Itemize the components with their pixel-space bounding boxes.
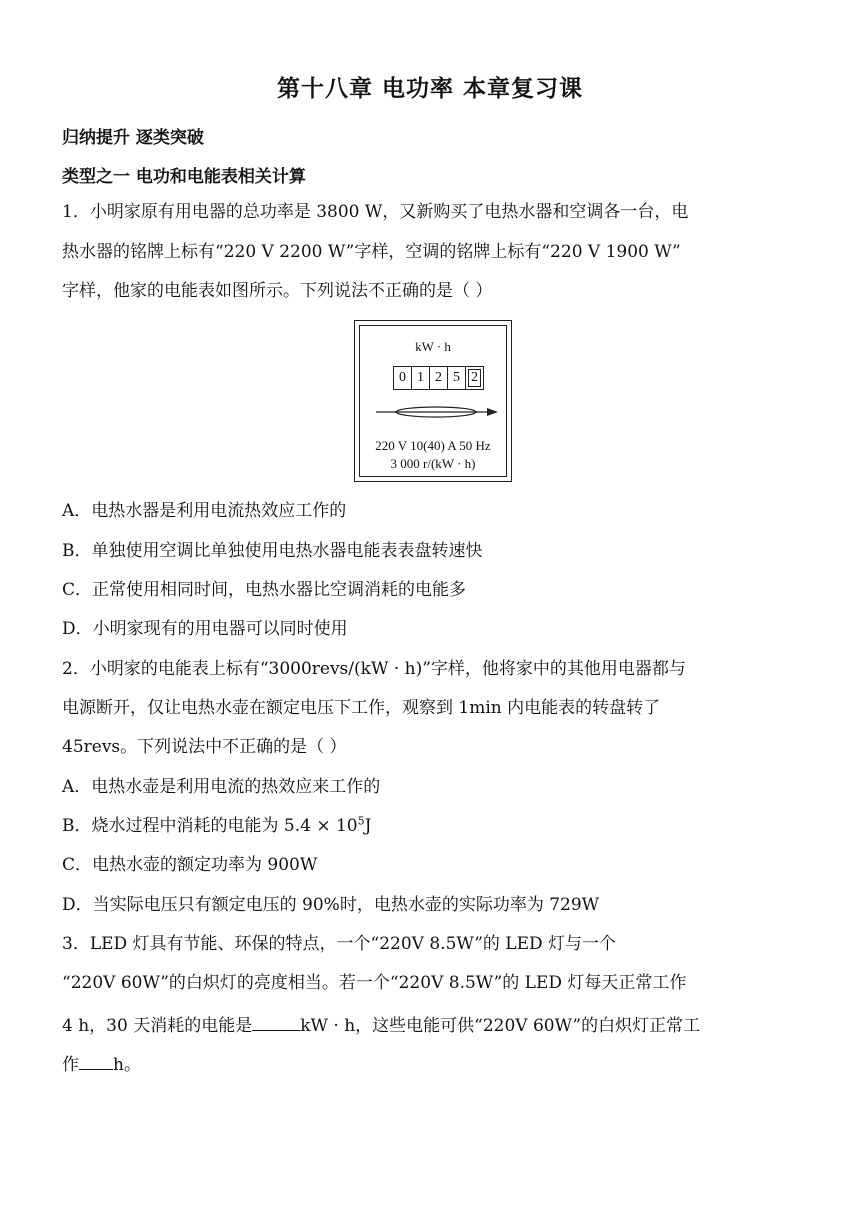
meter-digit: 2 — [430, 366, 448, 390]
answer-blank-hours[interactable] — [79, 1051, 113, 1070]
q2-line-1: 2．小明家的电能表上标有“3000revs/(kW · h)”字样，他将家中的其他用电器都与 — [62, 659, 686, 679]
q2-option-b-text: B．烧水过程中消耗的电能为 5.4 × 10 — [62, 816, 358, 836]
q3-line-3 — [62, 1012, 700, 1037]
q1-option-b: B．单独使用空调比单独使用电热水器电能表表盘转速快 — [62, 541, 483, 561]
q2-line-2: 电源断开，仅让电热水壶在额定电压下工作，观察到 1min 内电能表的转盘转了 — [62, 698, 661, 718]
q2-option-d: D．当实际电压只有额定电压的 90%时，电热水壶的实际功率为 729W — [62, 895, 600, 915]
meter-face — [359, 325, 507, 477]
q3-line-1: 3．LED 灯具有节能、环保的特点，一个“220V 8.5W”的 LED 灯与一个 — [62, 934, 617, 954]
q2-option-b-exponent: 5 — [357, 814, 365, 828]
q3-line-2: “220V 60W”的白炽灯的亮度相当。若一个“220V 8.5W”的 LED 灯每天正常工作 — [62, 973, 687, 993]
q2-option-b-unit: J — [364, 816, 372, 836]
answer-blank-energy[interactable] — [252, 1012, 300, 1031]
meter-disc-arrow-icon — [374, 402, 499, 422]
q3-line-3-text-end: kW · h，这些电能可供“220V 60W”的白炽灯正常工 — [300, 1016, 701, 1036]
q1-line-1: 1．小明家原有用电器的总功率是 3800 W，又新购买了电热水器和空调各一台，电 — [62, 202, 689, 222]
electric-meter-figure — [354, 320, 512, 482]
meter-digit: 1 — [412, 366, 430, 390]
meter-decimal-digit: 2 — [466, 366, 484, 390]
meter-constant: 3 000 r/(kW · h) — [390, 456, 476, 471]
q2-line-3: 45revs。下列说法中不正确的是（ ） — [62, 737, 347, 757]
type-heading: 类型之一 电功和电能表相关计算 — [62, 167, 306, 187]
q2-option-c: C．电热水壶的额定功率为 900W — [62, 855, 318, 875]
q1-option-d: D．小明家现有的用电器可以同时使用 — [62, 619, 348, 639]
meter-digit: 0 — [393, 366, 412, 390]
q3-line-4-text: 作 — [62, 1055, 79, 1075]
q1-line-3: 字样，他家的电能表如图所示。下列说法不正确的是（ ） — [62, 281, 493, 301]
q2-option-b — [62, 815, 371, 837]
q1-option-a: A．电热水器是利用电流热效应工作的 — [62, 501, 347, 521]
q1-line-2: 热水器的铭牌上标有“220 V 2200 W”字样，空调的铭牌上标有“220 V 1900 W” — [62, 242, 681, 262]
meter-digit: 5 — [448, 366, 466, 390]
page-title: 第十八章 电功率 本章复习课 — [276, 76, 583, 102]
q1-option-c: C．正常使用相同时间，电热水器比空调消耗的电能多 — [62, 580, 467, 600]
meter-reading — [393, 366, 484, 390]
meter-rating: 220 V 10(40) A 50 Hz — [375, 438, 491, 453]
section-heading: 归纳提升 逐类突破 — [62, 128, 204, 148]
q3-line-4 — [62, 1051, 141, 1076]
q3-line-4-text-end: h。 — [113, 1055, 141, 1075]
q2-option-a: A．电热水壶是利用电流的热效应来工作的 — [62, 777, 381, 797]
meter-unit-label: kW · h — [415, 339, 451, 354]
q3-line-3-text: 4 h，30 天消耗的电能是 — [62, 1016, 253, 1036]
